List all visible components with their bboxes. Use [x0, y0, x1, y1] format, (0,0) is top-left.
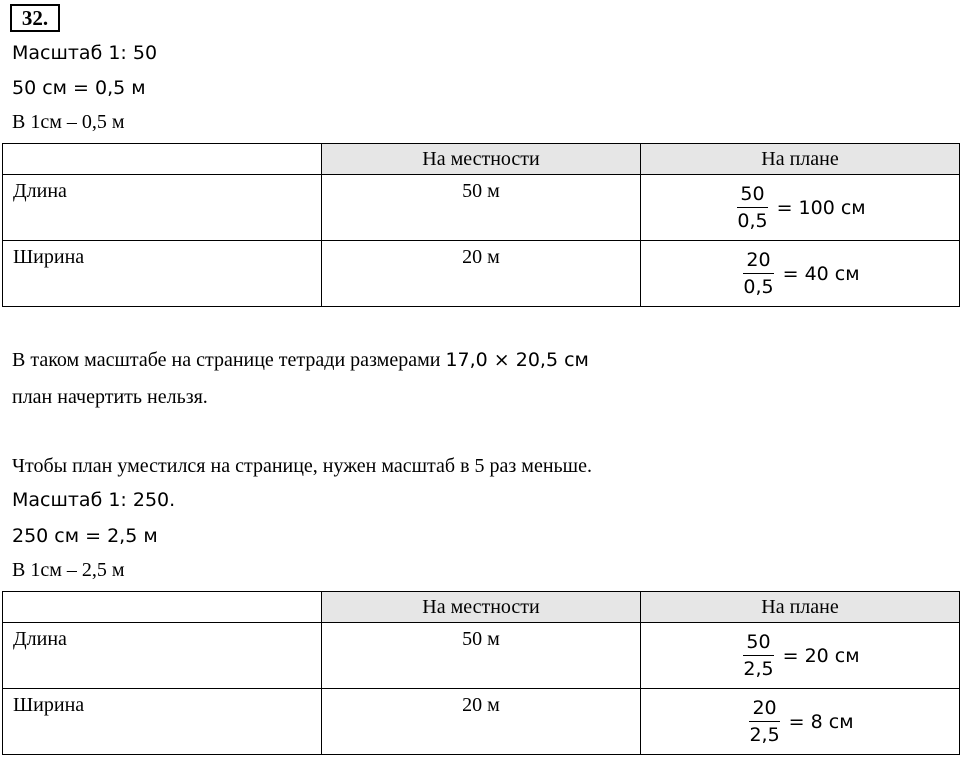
header-plan: На плане [641, 592, 960, 623]
plan-result: = 20 см [782, 644, 860, 667]
paragraph-2-line-1: Чтобы план уместился на странице, нужен масштаб в 5 раз меньше. [12, 455, 592, 477]
fraction-numerator: 50 [737, 183, 767, 208]
header-ground: На местности [322, 144, 641, 175]
plan-result: = 100 см [776, 196, 866, 219]
plan-result: = 8 см [788, 710, 854, 733]
notebook-size: 17,0 × 20,5 см [445, 349, 589, 371]
row-label: Ширина [13, 246, 85, 268]
paragraph-1-line-1 [12, 349, 589, 372]
fraction [734, 183, 770, 232]
per-cm-line-2: В 1см – 2,5 м [12, 559, 125, 581]
ground-value: 20 м [462, 246, 500, 268]
fraction [740, 249, 776, 298]
plan-formula [641, 689, 959, 754]
conversion-line-1: 50 см = 0,5 м [12, 77, 146, 99]
fraction-numerator: 20 [749, 697, 779, 722]
scale-line-2: Масштаб 1: 250. [12, 489, 176, 511]
fraction-denominator: 2,5 [743, 658, 774, 680]
ground-value: 50 м [462, 628, 500, 650]
table-row-width [3, 689, 960, 755]
fraction-denominator: 2,5 [749, 724, 780, 746]
table-header-row [3, 592, 960, 623]
scale-table-2 [2, 591, 960, 755]
header-empty-cell [3, 144, 322, 175]
fraction-numerator: 20 [743, 249, 773, 274]
plan-formula [641, 175, 959, 240]
header-ground: На местности [322, 592, 641, 623]
conversion-line-2: 250 см = 2,5 м [12, 525, 158, 547]
scale-line-1: Масштаб 1: 50 [12, 42, 158, 64]
table-row-width [3, 241, 960, 307]
fraction [746, 697, 782, 746]
paragraph-1-line-2: план начертить нельзя. [12, 386, 208, 408]
fraction [740, 631, 776, 680]
row-label: Ширина [13, 694, 85, 716]
scale-table-1 [2, 143, 960, 307]
plan-formula [641, 241, 959, 306]
fraction-denominator: 0,5 [743, 276, 774, 298]
row-label: Длина [13, 628, 67, 650]
ground-value: 20 м [462, 694, 500, 716]
plan-result: = 40 см [782, 262, 860, 285]
ground-value: 50 м [462, 180, 500, 202]
per-cm-line-1: В 1см – 0,5 м [12, 111, 125, 133]
fraction-denominator: 0,5 [737, 210, 768, 232]
header-plan: На плане [641, 144, 960, 175]
table-row-length [3, 175, 960, 241]
paragraph-1-text: В таком масштабе на странице тетради размерами [12, 349, 441, 371]
row-label: Длина [13, 180, 67, 202]
problem-number: 32. [10, 4, 60, 32]
table-row-length [3, 623, 960, 689]
header-empty-cell [3, 592, 322, 623]
plan-formula [641, 623, 959, 688]
fraction-numerator: 50 [743, 631, 773, 656]
table-header-row [3, 144, 960, 175]
